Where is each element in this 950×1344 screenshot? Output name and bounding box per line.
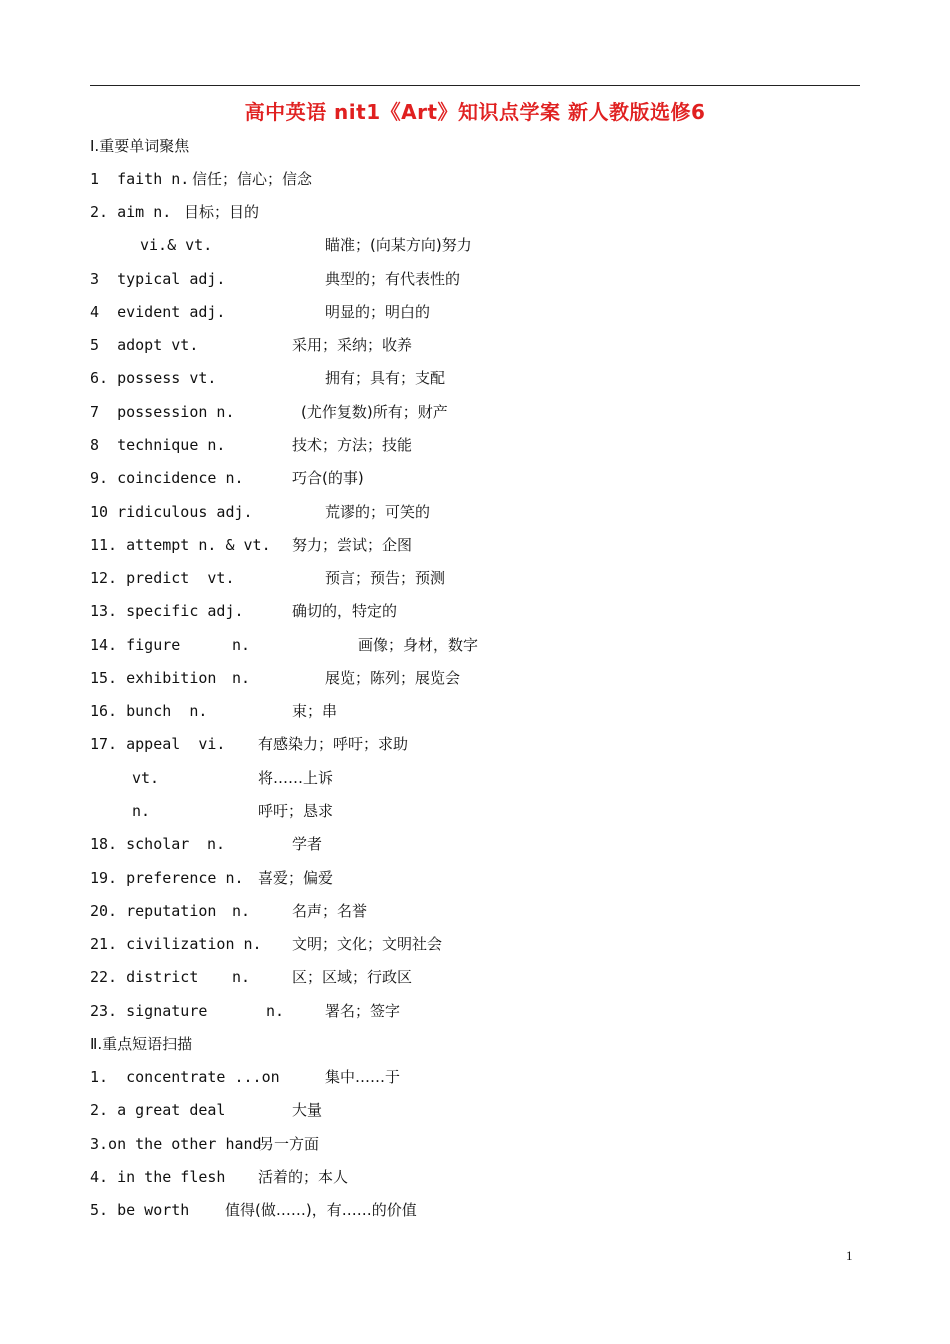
vocab-term: 15. exhibition bbox=[90, 669, 217, 687]
vocab-row bbox=[0, 400, 448, 424]
vocab-pos: n. bbox=[266, 1002, 285, 1020]
vocab-row bbox=[0, 267, 461, 291]
phrase-meaning: 大量 bbox=[292, 1101, 323, 1119]
vocab-term: 20. reputation bbox=[90, 902, 217, 920]
vocab-pos: n. bbox=[232, 968, 251, 986]
phrase-term: 2. a great deal bbox=[90, 1101, 226, 1119]
vocab-meaning: 信任；信心；信念 bbox=[192, 170, 313, 188]
vocab-term: 2. aim n. bbox=[90, 203, 172, 221]
vocab-meaning: 区；区域；行政区 bbox=[292, 968, 413, 986]
vocab-pos: n. bbox=[232, 636, 251, 654]
vocab-meaning: 采用；采纳；收养 bbox=[292, 336, 413, 354]
vocab-row bbox=[0, 832, 323, 856]
vocab-term: 10 ridiculous adj. bbox=[90, 503, 253, 521]
vocab-meaning: 展览；陈列；展览会 bbox=[325, 669, 461, 687]
vocab-meaning: 巧合(的事) bbox=[292, 469, 364, 487]
vocab-meaning: 文明；文化；文明社会 bbox=[292, 935, 443, 953]
vocab-row bbox=[0, 666, 461, 690]
page-number: 1 bbox=[846, 1248, 853, 1263]
vocab-term: 5 adopt vt. bbox=[90, 336, 199, 354]
vocab-term: vt. bbox=[132, 769, 160, 787]
vocab-row bbox=[0, 699, 338, 723]
vocab-term: 22. district bbox=[90, 968, 199, 986]
header-rule bbox=[90, 85, 860, 86]
vocab-meaning: 画像；身材，数字 bbox=[358, 636, 479, 654]
vocab-meaning: 呼吁；恳求 bbox=[258, 802, 334, 820]
vocab-term: 1 faith n. bbox=[90, 170, 190, 188]
vocab-meaning: 学者 bbox=[292, 835, 323, 853]
vocab-row bbox=[0, 500, 431, 524]
vocab-row bbox=[0, 167, 313, 191]
vocab-meaning: 名声；名誉 bbox=[292, 902, 368, 920]
vocab-term: 19. preference n. bbox=[90, 869, 244, 887]
phrase-row bbox=[0, 1198, 417, 1222]
phrase-term: 4. in the flesh bbox=[90, 1168, 226, 1186]
vocab-row bbox=[0, 999, 401, 1023]
vocab-term: 9. coincidence n. bbox=[90, 469, 244, 487]
document-title: 高中英语 nit1《Art》知识点学案 新人教版选修6 bbox=[244, 100, 706, 124]
vocab-term: 18. scholar bbox=[90, 835, 190, 853]
vocab-row bbox=[0, 433, 413, 457]
phrase-row bbox=[0, 1165, 349, 1189]
vocab-meaning: 确切的，特定的 bbox=[292, 602, 398, 620]
section-heading bbox=[0, 1032, 193, 1056]
phrase-term: 3.on the other hand bbox=[90, 1135, 262, 1153]
vocab-pos: n. bbox=[232, 669, 251, 687]
vocab-row bbox=[0, 899, 368, 923]
section-heading-text: Ⅰ.重要单词聚焦 bbox=[90, 137, 190, 155]
vocab-term: 12. predict vt. bbox=[90, 569, 235, 587]
vocab-term: 23. signature bbox=[90, 1002, 208, 1020]
vocab-term: 17. appeal vi. bbox=[90, 735, 226, 753]
phrase-row bbox=[0, 1065, 401, 1089]
vocab-term: 11. attempt n. & vt. bbox=[90, 536, 271, 554]
vocab-row bbox=[0, 566, 446, 590]
vocab-row bbox=[0, 533, 413, 557]
vocab-term: 16. bunch n. bbox=[90, 702, 208, 720]
phrase-row bbox=[0, 1098, 323, 1122]
phrase-row bbox=[0, 1132, 320, 1156]
vocab-term: n. bbox=[132, 802, 151, 820]
phrase-term: 5. be worth bbox=[90, 1201, 190, 1219]
vocab-term: 3 typical adj. bbox=[90, 270, 226, 288]
vocab-meaning: 技术；方法；技能 bbox=[292, 436, 413, 454]
vocab-row bbox=[0, 599, 398, 623]
vocab-row bbox=[0, 732, 409, 756]
section-heading-text: Ⅱ.重点短语扫描 bbox=[90, 1035, 193, 1053]
vocab-meaning: 束；串 bbox=[292, 702, 338, 720]
vocab-term: 21. civilization n. bbox=[90, 935, 262, 953]
vocab-row bbox=[0, 200, 260, 224]
vocab-row bbox=[0, 766, 334, 790]
vocab-term: 8 technique n. bbox=[90, 436, 226, 454]
vocab-row bbox=[0, 366, 446, 390]
vocab-pos: n. bbox=[207, 835, 226, 853]
vocab-meaning: 荒谬的；可笑的 bbox=[325, 503, 431, 521]
vocab-meaning: 努力；尝试；企图 bbox=[292, 536, 413, 554]
vocab-row bbox=[0, 333, 413, 357]
vocab-meaning: 将……上诉 bbox=[258, 769, 334, 787]
vocab-meaning: 瞄准；(向某方向)努力 bbox=[325, 236, 472, 254]
vocab-meaning: 有感染力；呼吁；求助 bbox=[258, 735, 409, 753]
vocab-pos: n. bbox=[232, 902, 251, 920]
vocab-row bbox=[0, 466, 364, 490]
phrase-term: 1. concentrate ...on bbox=[90, 1068, 280, 1086]
vocab-row bbox=[0, 799, 334, 823]
vocab-meaning: 明显的；明白的 bbox=[325, 303, 431, 321]
phrase-meaning: 集中……于 bbox=[325, 1068, 401, 1086]
vocab-meaning: 喜爱；偏爱 bbox=[258, 869, 334, 887]
vocab-term: 6. possess vt. bbox=[90, 369, 217, 387]
vocab-meaning: 典型的；有代表性的 bbox=[325, 270, 461, 288]
vocab-meaning: 署名；签字 bbox=[325, 1002, 401, 1020]
vocab-term: 13. specific adj. bbox=[90, 602, 244, 620]
phrase-meaning: 活着的；本人 bbox=[258, 1168, 349, 1186]
vocab-meaning: (尤作复数)所有；财产 bbox=[301, 403, 448, 421]
vocab-row bbox=[0, 866, 334, 890]
vocab-term: 7 possession n. bbox=[90, 403, 235, 421]
section-heading bbox=[0, 134, 190, 158]
vocab-term: 4 evident adj. bbox=[90, 303, 226, 321]
phrase-meaning: 值得(做……)，有……的价值 bbox=[225, 1201, 417, 1219]
vocab-row bbox=[0, 965, 413, 989]
vocab-meaning: 拥有；具有；支配 bbox=[325, 369, 446, 387]
vocab-meaning: 目标；目的 bbox=[184, 203, 260, 221]
vocab-row bbox=[0, 233, 472, 257]
vocab-row bbox=[0, 300, 431, 324]
vocab-term: 14. figure bbox=[90, 636, 181, 654]
vocab-term: vi.& vt. bbox=[140, 236, 213, 254]
vocab-meaning: 预言；预告；预测 bbox=[325, 569, 446, 587]
vocab-row bbox=[0, 932, 443, 956]
phrase-meaning: 另一方面 bbox=[259, 1135, 320, 1153]
vocab-row bbox=[0, 633, 479, 657]
